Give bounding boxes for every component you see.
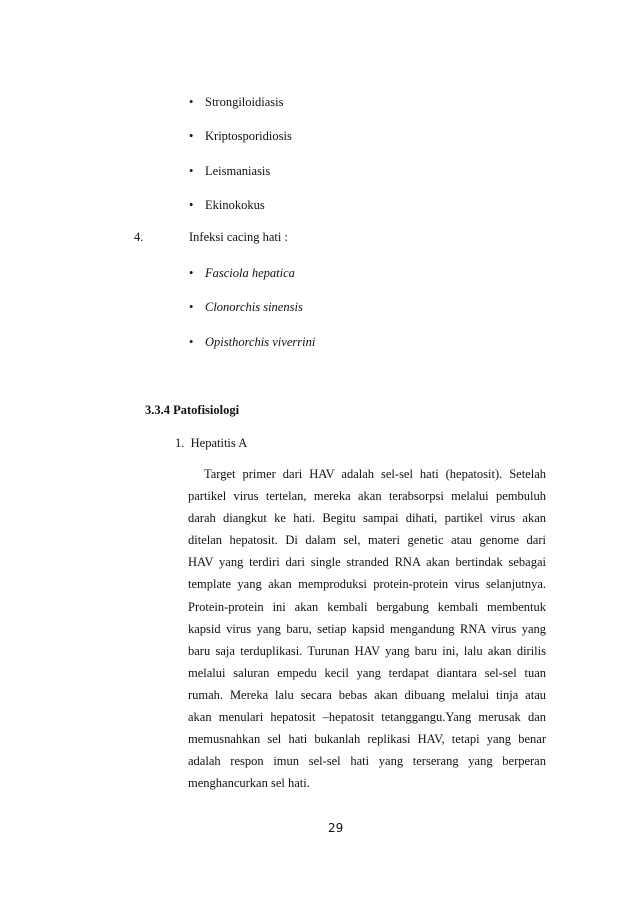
list-item-text: Fasciola hepatica bbox=[205, 266, 295, 280]
list-item bbox=[189, 163, 270, 179]
list-number: 4. bbox=[134, 230, 144, 244]
paragraph-line: melalui saluran empedu kecil yang terdapat diantara sel-sel tuan bbox=[188, 665, 546, 680]
subsection-heading bbox=[175, 436, 247, 451]
list-item bbox=[189, 265, 295, 281]
subsection-number: 1. bbox=[175, 436, 185, 450]
bullet-icon: • bbox=[189, 129, 194, 143]
paragraph-line: akan menulari hepatosit –hepatosit tetanggangu.Yang merusak dan bbox=[188, 710, 546, 725]
bullet-icon: • bbox=[189, 300, 194, 314]
paragraph-line: darah diangkut ke hati. Begitu sampai dihati, partikel virus akan bbox=[188, 511, 546, 526]
paragraph-line: kapsid virus yang baru, setiap kapsid mengandung RNA virus yang bbox=[188, 621, 546, 636]
paragraph-line: adalah respon imun sel-sel hati yang terserang yang berperan bbox=[188, 754, 546, 769]
paragraph-line: Target primer dari HAV adalah sel-sel hati (hepatosit). Setelah bbox=[204, 467, 546, 481]
list-item-text: Opisthorchis viverrini bbox=[205, 335, 316, 349]
section-number: 3.3.4 bbox=[145, 403, 170, 417]
paragraph-line: ditelan hepatosit. Di dalam sel, materi genetic atau genome dari bbox=[188, 533, 546, 548]
list-item-text: Kriptosporidiosis bbox=[205, 129, 292, 143]
paragraph-line: rumah. Mereka lalu secara bebas akan dibuang melalui tinja atau bbox=[188, 687, 546, 702]
body-paragraph bbox=[188, 463, 546, 794]
paragraph-line: Protein-protein ini akan kembali bergabung kembali membentuk bbox=[188, 599, 546, 614]
paragraph-line: menghancurkan sel hati. bbox=[188, 776, 310, 791]
list-item bbox=[189, 299, 303, 315]
list-item bbox=[189, 128, 292, 144]
bullet-icon: • bbox=[189, 95, 194, 109]
list-item-text: Strongiloidiasis bbox=[205, 95, 284, 109]
paragraph-line: HAV yang terdiri dari single stranded RNA akan bertindak sebagai bbox=[188, 555, 546, 570]
list-item-text: Ekinokokus bbox=[205, 198, 265, 212]
list-item-text: Clonorchis sinensis bbox=[205, 300, 303, 314]
paragraph-line: memusnahkan sel hati bukanlah replikasi HAV, tetapi yang benar bbox=[188, 732, 546, 747]
section-heading bbox=[145, 403, 239, 418]
page-number: 29 bbox=[328, 821, 344, 835]
paragraph-line: baru saja terduplikasi. Turunan HAV yang baru ini, lalu akan dirilis bbox=[188, 643, 546, 658]
paragraph-line: partikel virus tertelan, mereka akan terabsorpsi melalui pembuluh bbox=[188, 489, 546, 504]
list-item-heading: Infeksi cacing hati : bbox=[189, 230, 288, 244]
bullet-icon: • bbox=[189, 198, 194, 212]
list-item bbox=[189, 334, 315, 350]
bullet-icon: • bbox=[189, 335, 194, 349]
list-item bbox=[189, 197, 265, 213]
bullet-icon: • bbox=[189, 164, 194, 178]
list-item bbox=[189, 94, 283, 110]
paragraph-line: template yang akan memproduksi protein-protein virus selanjutnya. bbox=[188, 577, 546, 592]
section-title: Patofisiologi bbox=[173, 403, 240, 417]
list-item-text: Leismaniasis bbox=[205, 164, 271, 178]
bullet-icon: • bbox=[189, 266, 194, 280]
subsection-title: Hepatitis A bbox=[190, 436, 248, 450]
